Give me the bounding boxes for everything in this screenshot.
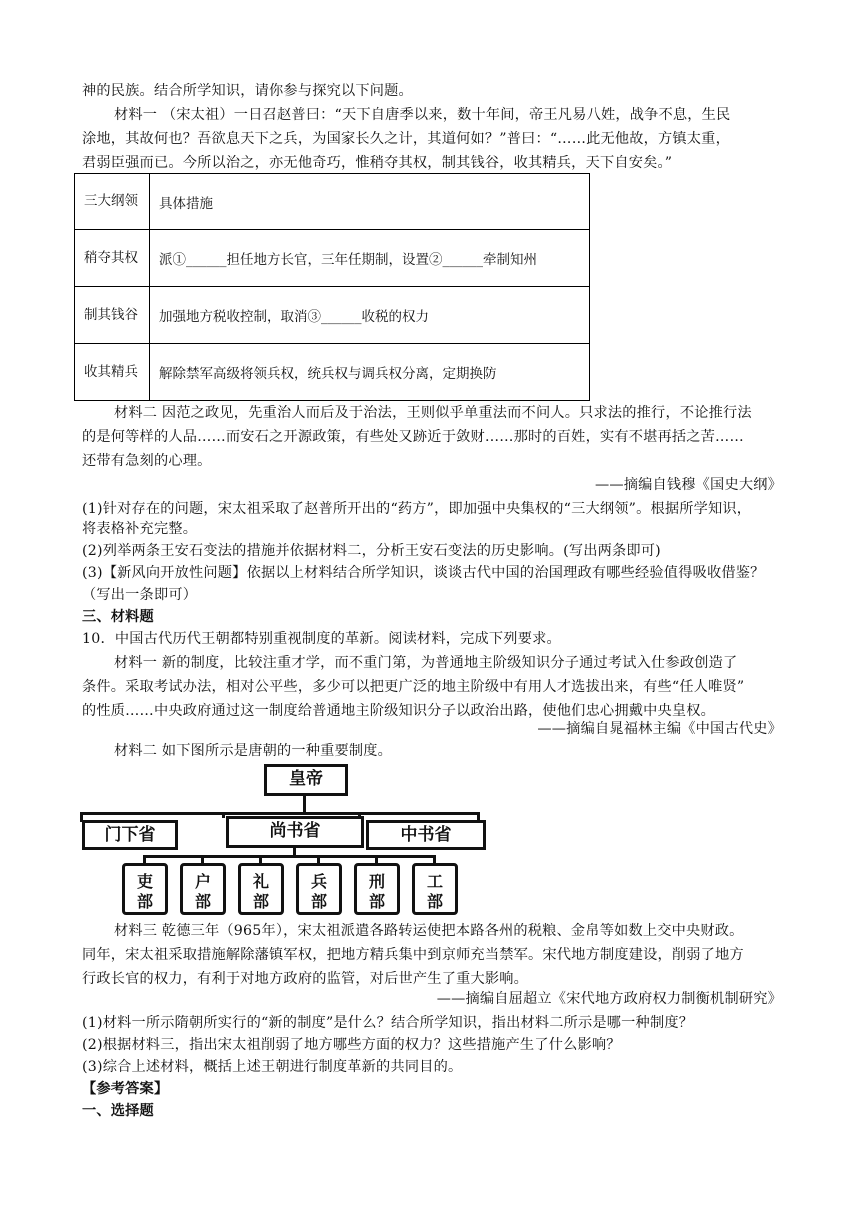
q10-material2: 材料二 如下图所示是唐朝的一种重要制度。: [114, 743, 393, 759]
section-title: 三、材料题: [82, 609, 154, 625]
q9-material1-line: 涂地，其故何也？吾欲息天下之兵，为国家长久之计，其道何如？”普曰：“……此无他故，方镇太重，: [82, 131, 730, 147]
ministry-box: [122, 863, 168, 915]
ministry-label: 礼 部: [252, 872, 269, 911]
table-header-row: [75, 174, 590, 230]
q9-question-line: 将表格补充完整。: [82, 521, 198, 537]
q9-question-line: (3)【新风向开放性问题】依据以上材料结合所学知识，谈谈古代中国的治国理政有哪些经验值得吸收借鉴？: [82, 565, 765, 581]
q9-material2-line: 材料二 因范之政见，先重治人而后及于治法，王则似乎单重法而不问人。只求法的推行，不论推行法: [114, 405, 752, 421]
q10-question-line: (2)根据材料三，指出宋太祖削弱了地方哪些方面的权力？这些措施产生了什么影响？: [82, 1037, 621, 1053]
q10-source: ——摘编自晁福林主编《中国古代史》: [537, 721, 782, 737]
q10-source: ——摘编自屈超立《宋代地方政府权力制衡机制研究》: [436, 991, 782, 1007]
ministry-label: 吏 部: [136, 872, 153, 911]
answer-section-title: 一、选择题: [82, 1103, 154, 1119]
q10-question-line: (3)综合上述材料，概括上述王朝进行制度革新的共同目的。: [82, 1059, 463, 1075]
table-cell: 收其精兵: [75, 344, 150, 401]
department-box: 尚书省: [226, 816, 364, 848]
answer-heading: 【参考答案】: [82, 1081, 169, 1097]
q9-question-line: (1)针对存在的问题，宋太祖采取了赵普所开出的“药方”，即加强中央集权的“三大纲领”。根据所学知识，: [82, 501, 752, 517]
q10-material3-line: 材料三 乾德三年（965年），宋太祖派遣各路转运使把本路各州的税粮、金帛等如数上交中央财政。: [114, 923, 744, 939]
q9-material1-line: 材料一 （宋太祖）一日召赵普曰：“天下自唐季以来，数十年间，帝王凡易八姓，战争不息，生民: [114, 107, 731, 123]
ministry-box: [180, 863, 226, 915]
q9-source: ——摘编自钱穆《国史大纲》: [594, 477, 782, 493]
q10-material1-line: 材料一 新的制度，比较注重才学，而不重门第，为普通地主阶级知识分子通过考试入仕参政创造了: [114, 655, 738, 671]
table-cell: 加强地方税收控制，取消③______收税的权力: [150, 287, 590, 344]
q9-question-line: (2)列举两条王安石变法的措施并依据材料二，分析王安石变法的历史影响。(写出两条即可): [82, 543, 661, 559]
q9-material2-line: 还带有急刻的心理。: [82, 453, 212, 469]
q9-material2-line: 的是何等样的人品……而安石之开源政策，有些处又跡近于敛财……那时的百姓，实有不堪再括之苦……: [82, 429, 744, 445]
table-row: [75, 287, 590, 344]
table-cell: 解除禁军高级将领兵权，统兵权与调兵权分离，定期换防: [150, 344, 590, 401]
measures-table: [74, 173, 590, 401]
ministry-label: 兵 部: [310, 872, 327, 911]
ministry-box: [412, 863, 458, 915]
connector-line: [143, 855, 435, 858]
q10-intro: 10．中国古代历代王朝都特别重视制度的革新。阅读材料，完成下列要求。: [82, 631, 561, 647]
q10-material1-line: 条件。采取考试办法，相对公平些，多少可以把更广泛的地主阶级中有用人才选拔出来，有些“任人唯贤”: [82, 679, 745, 695]
table-header-cell: 具体措施: [150, 174, 590, 230]
ministry-label: 工 部: [426, 872, 443, 911]
q10-question-line: (1)材料一所示隋朝所实行的“新的制度”是什么？结合所学知识，指出材料二所示是哪一种制度？: [82, 1015, 694, 1031]
table-header-cell: 三大纲领: [75, 174, 150, 230]
ministry-box: [238, 863, 284, 915]
table-row: [75, 230, 590, 287]
connector-line: [80, 812, 480, 815]
ministry-label: 刑 部: [368, 872, 385, 911]
connector-line: [303, 794, 306, 814]
table-cell: 派①______担任地方长官，三年任期制，设置②______牵制知州: [150, 230, 590, 287]
q9-material1-line: 君弱臣强而已。今所以治之，亦无他奇巧，惟稍夺其权，制其钱谷，收其精兵，天下自安矣。”: [82, 155, 673, 171]
ministry-label: 户 部: [194, 872, 211, 911]
department-box: 门下省: [82, 820, 178, 850]
table-cell: 稍夺其权: [75, 230, 150, 287]
q10-material1-line: 的性质……中央政府通过这一制度给普通地主阶级知识分子以政治出路，使他们忠心拥戴中央皇权。: [82, 703, 716, 719]
emperor-box: 皇帝: [264, 764, 348, 796]
intro-line: 神的民族。结合所学知识，请你参与探究以下问题。: [82, 83, 413, 99]
ministry-box: [296, 863, 342, 915]
q9-question-line: （写出一条即可）: [82, 587, 198, 603]
ministry-box: [354, 863, 400, 915]
q10-material3-line: 行政长官的权力，有利于对地方政府的监管，对后世产生了重大影响。: [82, 971, 529, 987]
tang-system-diagram: [82, 762, 482, 918]
table-row: [75, 344, 590, 401]
q10-material3-line: 同年，宋太祖采取措施解除藩镇军权，把地方精兵集中到京师充当禁军。宋代地方制度建设，削弱了地方: [82, 947, 744, 963]
connector-line: [222, 812, 225, 818]
department-box: 中书省: [366, 820, 486, 850]
table-cell: 制其钱谷: [75, 287, 150, 344]
